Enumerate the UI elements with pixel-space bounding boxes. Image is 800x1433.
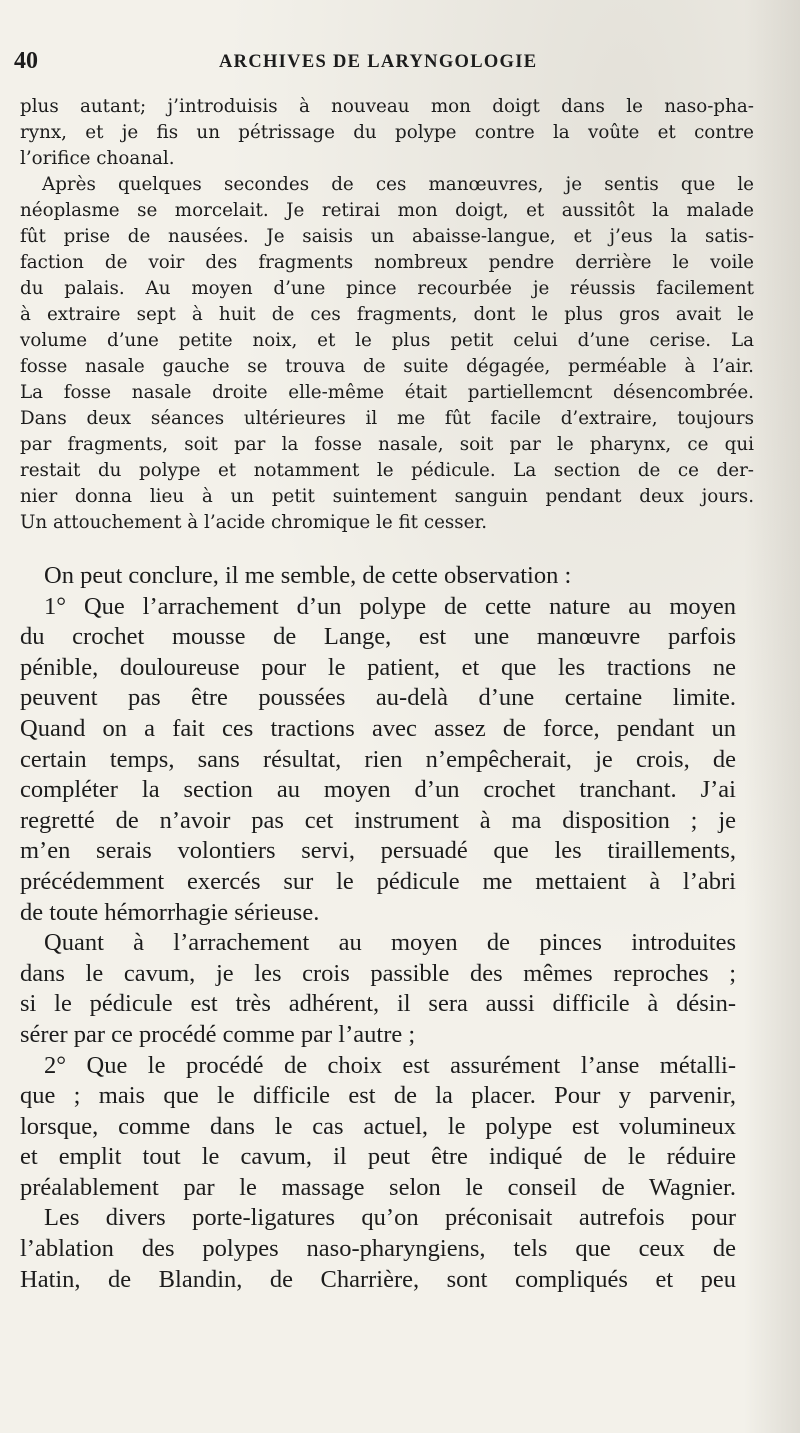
text-line: préalablement par le massage selon le conseil de Wagnier. (20, 1173, 736, 1201)
text-line: nier donna lieu à un petit suintement sanguin pendant deux jours. (20, 486, 754, 507)
text-line: du crochet mousse de Lange, est une manœuvre parfois (20, 623, 736, 651)
text-line: m’en serais volontiers servi, persuadé que les tiraillements, (20, 837, 736, 865)
text-line: dans le cavum, je les crois passible des mêmes reproches ; (20, 959, 736, 987)
text-line: Un attouchement à l’acide chromique le fit cesser. (20, 512, 488, 533)
text-line: du palais. Au moyen d’une pince recourbée je réussis facilement (20, 278, 754, 299)
text-line: Dans deux séances ultérieures il me fût facile d’extraire, toujours (20, 408, 754, 429)
running-title: ARCHIVES DE LARYNGOLOGIE (219, 52, 538, 72)
text-line: fosse nasale gauche se trouva de suite dégagée, perméable à l’air. (20, 356, 754, 377)
text-line: néoplasme se morcelait. Je retirai mon doigt, et aussitôt la malade (20, 200, 754, 221)
text-line: de toute hémorrhagie sérieuse. (20, 898, 320, 926)
text-line: l’orifice choanal. (20, 148, 175, 169)
text-line: Les divers porte-ligatures qu’on préconisait autrefois pour (44, 1204, 736, 1232)
page-header (14, 48, 734, 84)
page-number: 40 (14, 48, 38, 74)
text-line: précédemment exercés sur le pédicule me mettaient à l’abri (20, 867, 736, 895)
text-line: Après quelques secondes de ces manœuvres, je sentis que le (42, 174, 754, 195)
text-line: Quand on a fait ces tractions avec assez de force, pendant un (20, 714, 736, 742)
text-line: faction de voir des fragments nombreux pendre derrière le voile (20, 252, 754, 273)
observation-text-small-print (20, 94, 754, 536)
text-line: que ; mais que le difficile est de la placer. Pour y parvenir, (20, 1082, 736, 1110)
text-line: rynx, et je fis un pétrissage du polype contre la voûte et contre (20, 122, 754, 143)
text-line: Quant à l’arrachement au moyen de pinces introduites (44, 929, 736, 957)
text-line: à extraire sept à huit de ces fragments, dont le plus gros avait le (20, 304, 754, 325)
text-line: compléter la section au moyen d’un crochet tranchant. J’ai (20, 776, 736, 804)
text-line: sérer par ce procédé comme par l’autre ; (20, 1020, 416, 1048)
text-line: plus autant; j’introduisis à nouveau mon doigt dans le naso-pha- (20, 96, 754, 117)
text-line: regretté de n’avoir pas cet instrument à ma disposition ; je (20, 806, 736, 834)
text-line: peuvent pas être poussées au-delà d’une certaine limite. (20, 684, 736, 712)
text-line: pénible, douloureuse pour le patient, et que les tractions ne (20, 653, 736, 681)
text-line: Hatin, de Blandin, de Charrière, sont compliqués et peu (20, 1265, 736, 1293)
text-line: lorsque, comme dans le cas actuel, le polype est volumineux (20, 1112, 736, 1140)
text-line: volume d’une petite noix, et le plus petit celui d’une cerise. La (20, 330, 754, 351)
text-line: La fosse nasale droite elle-même était partiellemcnt désencombrée. (20, 382, 754, 403)
text-line: 1° Que l’arrachement d’un polype de cette nature au moyen (44, 592, 736, 620)
text-line: restait du polype et notamment le pédicule. La section de ce der- (20, 460, 754, 481)
text-line: fût prise de nausées. Je saisis un abaisse-langue, et j’eus la satis- (20, 226, 754, 247)
text-line: par fragments, soit par la fosse nasale, soit par le pharynx, ce qui (20, 434, 754, 455)
text-line: certain temps, sans résultat, rien n’empêcherait, je crois, de (20, 745, 736, 773)
conclusion-text (20, 561, 736, 1295)
text-line: si le pédicule est très adhérent, il sera aussi difficile à désin- (20, 990, 736, 1018)
text-line: 2° Que le procédé de choix est assurément l’anse métalli- (44, 1051, 736, 1079)
text-line: et emplit tout le cavum, il peut être indiqué de le réduire (20, 1143, 736, 1171)
text-line: On peut conclure, il me semble, de cette observation : (44, 562, 572, 589)
text-line: l’ablation des polypes naso-pharyngiens, tels que ceux de (20, 1235, 736, 1263)
